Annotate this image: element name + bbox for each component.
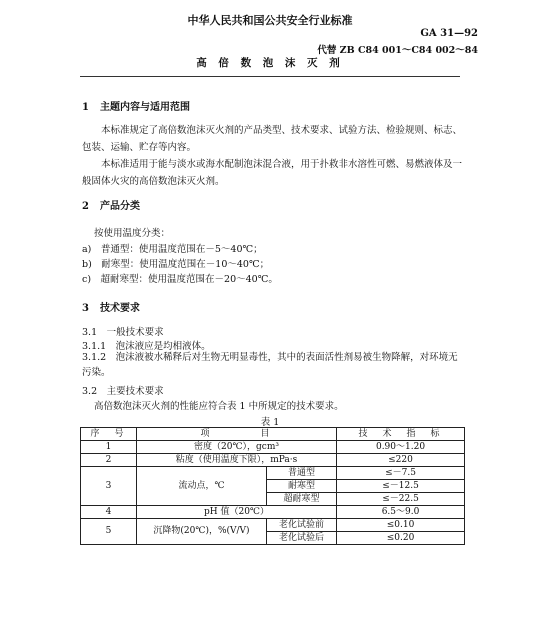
row-value: 6.5～9.0 bbox=[337, 506, 465, 519]
table-row bbox=[81, 519, 465, 532]
row-subtype: 耐寒型 bbox=[267, 480, 337, 493]
table-title: 表 1 bbox=[260, 417, 280, 428]
row-subtype: 普通型 bbox=[267, 467, 337, 480]
row-item: pH 值（20℃） bbox=[137, 506, 337, 519]
section-title: 主题内容与适用范围 bbox=[100, 102, 190, 113]
row-value: ≤－22.5 bbox=[337, 493, 465, 506]
classification-item-b: b) 耐寒型：使用温度范围在－10～40℃； bbox=[82, 259, 270, 270]
table-row bbox=[81, 467, 465, 480]
section-number: 3 bbox=[82, 303, 89, 314]
section-2-heading bbox=[82, 197, 140, 212]
section-3-heading bbox=[82, 299, 140, 314]
section-1-paragraph-2: 本标准适用于能与淡水或海水配制泡沫混合液，用于扑救非水溶性可燃、易燃液体及一般固体火灾的高倍数泡沫灭火剂。 bbox=[82, 159, 463, 187]
section-title: 产品分类 bbox=[100, 201, 140, 212]
header-rule bbox=[80, 76, 460, 77]
header-item: 项 目 bbox=[137, 428, 337, 441]
row-subtype: 超耐寒型 bbox=[267, 493, 337, 506]
row-value: ≤0.20 bbox=[337, 532, 465, 545]
row-value: ≤0.10 bbox=[337, 519, 465, 532]
replaces-note: 代替 ZB C84 001～C84 002～84 bbox=[317, 45, 478, 56]
row-item: 粘度（使用温度下限），mPa·s bbox=[137, 454, 337, 467]
row-no: 2 bbox=[81, 454, 137, 467]
standard-code: GA 31—92 bbox=[420, 28, 478, 39]
row-item: 密度（20℃），gcm³ bbox=[137, 441, 337, 454]
row-no: 5 bbox=[81, 519, 137, 545]
classification-intro: 按使用温度分类： bbox=[94, 228, 171, 239]
clause-3-1-1: 3.1.1 泡沫液应是均相液体。 bbox=[82, 341, 211, 352]
table-row bbox=[81, 441, 465, 454]
clause-3-1-2: 3.1.2 泡沫液被水稀释后对生物无明显毒性，其中的表面活性剂易被生物降解，对环境无污染。 bbox=[82, 352, 458, 378]
clause-3-1: 3.1 一般技术要求 bbox=[82, 327, 164, 338]
row-item: 流动点，℃ bbox=[137, 467, 267, 506]
section-number: 1 bbox=[82, 102, 89, 113]
row-value: 0.90～1.20 bbox=[337, 441, 465, 454]
clause-3-2-paragraph: 高倍数泡沫灭火剂的性能应符合表 1 中所规定的技术要求。 bbox=[94, 401, 344, 412]
row-value: ≤－7.5 bbox=[337, 467, 465, 480]
classification-item-a: a) 普通型：使用温度范围在－5～40℃； bbox=[82, 244, 263, 255]
section-title: 技术要求 bbox=[100, 303, 140, 314]
header-value: 技 术 指 标 bbox=[337, 428, 465, 441]
row-item: 沉降物(20℃)，%(V/V) bbox=[137, 519, 267, 545]
row-no: 4 bbox=[81, 506, 137, 519]
classification-item-c: c) 超耐寒型：使用温度范围在－20～40℃。 bbox=[82, 274, 278, 285]
row-subtype: 老化试验后 bbox=[267, 532, 337, 545]
table-row bbox=[81, 506, 465, 519]
section-1-paragraph-1: 本标准规定了高倍数泡沫灭火剂的产品类型、技术要求、试验方法、检验规则、标志、包装、运输、贮存等内容。 bbox=[82, 125, 463, 153]
row-no: 3 bbox=[81, 467, 137, 506]
section-1-heading bbox=[82, 98, 190, 113]
spec-table bbox=[80, 427, 465, 545]
section-number: 2 bbox=[82, 201, 89, 212]
document-name: 高 倍 数 泡 沫 灭 剂 bbox=[196, 57, 344, 69]
row-no: 1 bbox=[81, 441, 137, 454]
clause-3-2: 3.2 主要技术要求 bbox=[82, 386, 164, 397]
row-value: ≤－12.5 bbox=[337, 480, 465, 493]
row-subtype: 老化试验前 bbox=[267, 519, 337, 532]
standard-title: 中华人民共和国公共安全行业标准 bbox=[187, 14, 353, 27]
table-row bbox=[81, 454, 465, 467]
row-value: ≤220 bbox=[337, 454, 465, 467]
table-header-row bbox=[81, 428, 465, 441]
header-no: 序 号 bbox=[81, 428, 137, 441]
